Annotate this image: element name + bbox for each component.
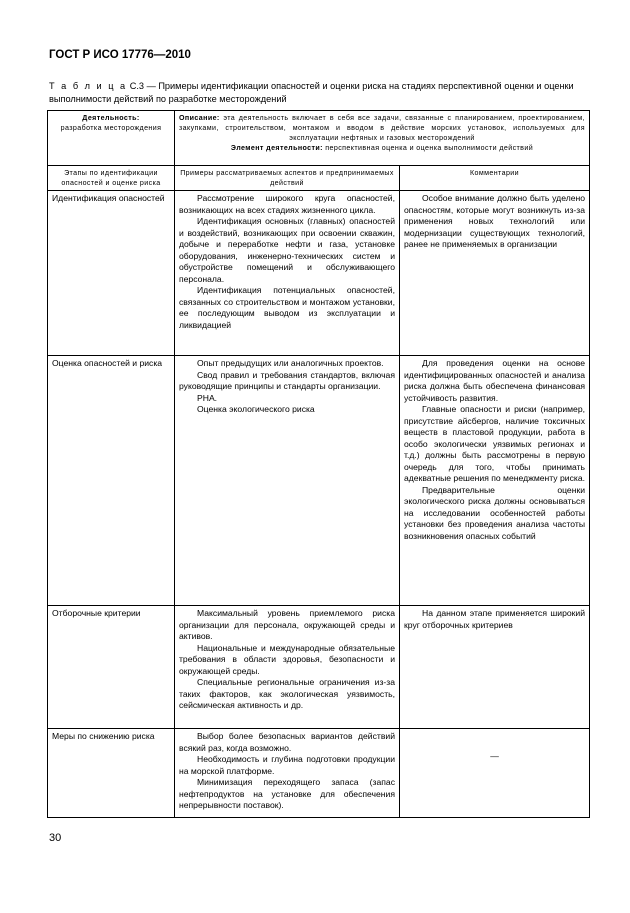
stage-cell: Идентификация опасностей (48, 191, 175, 356)
actions-cell (175, 729, 400, 818)
activity-label: Деятельность: (82, 114, 140, 122)
table-row (48, 606, 590, 729)
action-text: Рассмотрение широкого круга опасностей, возникающих на всех стадиях жизненного цикла. (179, 193, 395, 215)
action-text: Минимизация переходящего запаса (запас нефтепродуктов на установке для обеспечения непрерывности поставок). (179, 777, 395, 810)
action-text: РНА. (197, 392, 218, 403)
caption-text: С.3 — Примеры идентификации опасностей и оценки риска на стадиях перспективной оценки и оценки выполнимости действий по разработке месторождений (49, 81, 574, 104)
action-text: Необходимость и глубина подготовки продукции на морской платформе. (179, 754, 395, 776)
action-text: Максимальный уровень приемлемого риска организации для персонала, окружающей среды и активов. (179, 608, 395, 641)
comment-text: Главные опасности и риски (например, присутствие айсбергов, наличие токсичных веществ в пластовой продукции, работа в особо экологически уязвимых регионах и т.д.) должны быть рассмотрены в первую очередь для того, чтобы принимать адекватные решения по менеджменту риска. (404, 404, 586, 483)
comments-cell (400, 356, 590, 606)
actions-cell (175, 191, 400, 356)
caption-label: Т а б л и ц а (49, 81, 128, 91)
page-number: 30 (49, 832, 62, 844)
stage-cell: Оценка опасностей и риска (48, 356, 175, 606)
action-text: Свод правил и требования стандартов, включая руководящие принципы и стандарты организации. (179, 369, 395, 391)
actions-cell (175, 356, 400, 606)
comments-cell: — (400, 729, 590, 818)
description-label: Описание: (179, 114, 220, 122)
comments-cell (400, 191, 590, 356)
action-text: Оценка экологического риска (197, 404, 315, 414)
stage-cell: Меры по снижению риска (48, 729, 175, 818)
action-text: Опыт предыдущих или аналогичных проектов. (197, 358, 384, 368)
column-header: Комментарии (400, 166, 590, 191)
table-row (48, 191, 590, 356)
action-text: Идентификация потенциальных опасностей, связанных со строительством и монтажом установки, ее последующим выводом из эксплуатации и ликвидацией (179, 285, 395, 330)
action-text: Национальные и международные обязательные требования в области здоровья, безопасности и окружающей среды. (179, 642, 395, 676)
column-header: Примеры рассматриваемых аспектов и предпринимаемых действий (175, 166, 400, 191)
action-text: Идентификация основных (главных) опасностей и воздействий, возникающих при освоении скважин, добыче и переработке нефти и газа, установке оборудования, инженерно-технических систем и обустройстве помещений и обслуживающего персонала. (179, 216, 395, 284)
description-cell (175, 111, 590, 166)
description-text: эта деятельность включает в себя все задачи, связанные с планированием, проектированием, закупками, строительством, монтажом и вводом в действие морских установок, используемых для эксплуатации нефтяных и газовых месторождений (179, 114, 586, 142)
column-header-row (48, 166, 590, 191)
action-text: Выбор более безопасных вариантов действий всякий раз, когда возможно. (179, 731, 395, 753)
actions-cell (175, 606, 400, 729)
table-row (48, 729, 590, 818)
hazard-table (47, 110, 590, 818)
element-text: перспективная оценка и оценка выполнимости действий (325, 144, 534, 152)
comment-text: Особое внимание должно быть уделено опасностям, которые могут возникнуть из-за применения новых технологий или модернизации существующих технологий, ранее не применяемых в организации (404, 193, 586, 249)
comment-text: Для проведения оценки на основе идентифицированных опасностей и анализа риска должна быть обеспечена финансовая устойчивость развития. (404, 358, 586, 403)
element-label: Элемент деятельности: (230, 144, 323, 152)
table-head-row (48, 111, 590, 166)
comment-text: На данном этапе применяется широкий круг отборочных критериев (404, 608, 586, 630)
action-text: Специальные региональные ограничения из-за таких факторов, как экологическая уязвимость, сейсмическая активность и др. (179, 677, 395, 710)
column-header: Этапы по идентификации опасностей и оценке риска (48, 166, 175, 191)
activity-cell (48, 111, 175, 166)
table-caption (49, 80, 589, 106)
comments-cell (400, 606, 590, 729)
comment-text: Предварительные оценки экологического риска должны основываться на исследовании особенностей работы установки без проведения анализа частоты возникновения опасных событий (404, 484, 586, 541)
activity-value: разработка месторождения (60, 124, 162, 132)
table-row (48, 356, 590, 606)
document-header: ГОСТ Р ИСО 17776—2010 (49, 49, 191, 61)
stage-cell: Отборочные критерии (48, 606, 175, 729)
